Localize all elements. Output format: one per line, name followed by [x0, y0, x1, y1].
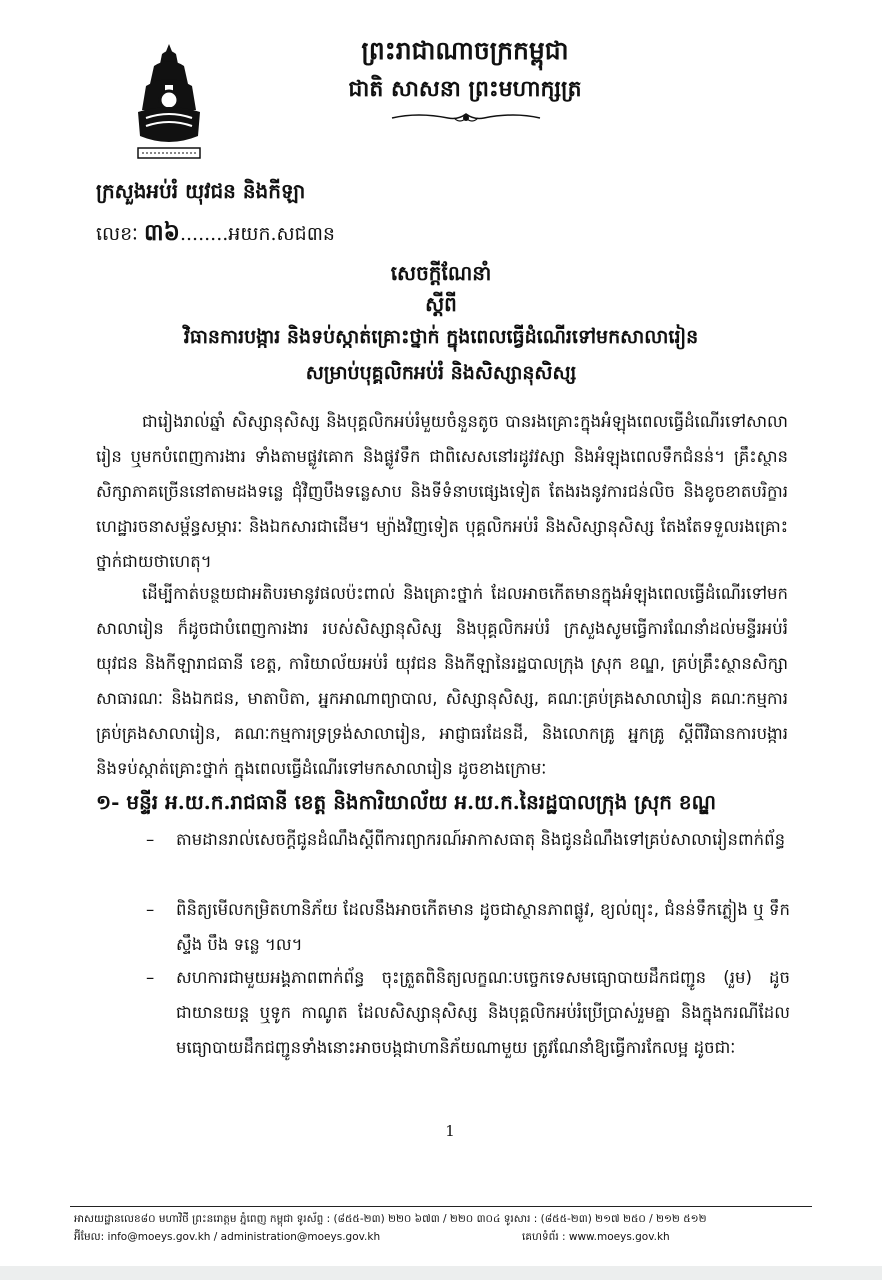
bullet-dash: – — [146, 968, 155, 987]
list-item — [146, 822, 790, 857]
ref-suffix: អយក.សជ៣ន — [228, 223, 335, 245]
title-about: ស្តីពី — [425, 292, 457, 316]
ornament-divider-icon — [388, 108, 544, 128]
ref-prefix: លេខៈ — [96, 223, 138, 245]
bullet-dash: – — [146, 900, 155, 919]
list-item-text: សហការជាមួយអង្គភាពពាក់ព័ន្ធ ចុះត្រួតពិនិត្យលក្ខណៈបច្ចេកទេសមធ្យោបាយដឹកជញ្ជូន (រួម) ដូចជាយានយន្ត ឬទូក កាណូត ដែលសិស្សានុសិស្ស និងបុគ្គលិកអប់រំប្រើប្រាស់រួមគ្នា និងក្នុងករណីដែលមធ្យោបាយដឹកជញ្ជូនទាំងនោះអាចបង្កជាហានិភ័យណាមួយ ត្រូវណែនាំឱ្យធ្វើការកែលម្អ ដូចជាៈ — [176, 968, 790, 1057]
page-number: 1 — [445, 1122, 455, 1140]
footer-email: អ៊ីមែល: info@moeys.gov.kh / administration@moeys.gov.kh — [74, 1231, 381, 1243]
bullet-dash: – — [146, 830, 155, 849]
title-subject-line2: សម្រាប់បុគ្គលិកអប់រំ និងសិស្សានុសិស្ស — [305, 362, 577, 384]
ref-number: ៣៦ — [144, 219, 180, 246]
document-type: សេចក្តីណែនាំ — [390, 261, 492, 285]
list-item — [146, 892, 790, 962]
bottom-margin — [0, 1266, 882, 1280]
footer-address: អាសយដ្ឋានលេខ៨០ មហាវិថី ព្រះនរោត្តម ភ្នំពេញ កម្ពុជា ទូរស័ព្ទ : (៨៥៥-២៣) ២២០ ៦៧៣ / ២២០ ៣០៤ ទូរសារ : (៨៥៥-២៣) ២១៧ ២៥០ / ២១២ ៥១២ — [74, 1213, 707, 1225]
list-item — [146, 960, 790, 1065]
section-heading-1: ១- មន្ទីរ អ.យ.ក.រាជធានី ខេត្ត និងការិយាល័យ អ.យ.ក.នៃរដ្ឋបាលក្រុង ស្រុក ខណ្ឌ — [96, 790, 717, 814]
ref-dots: ........ — [179, 223, 229, 245]
footer-divider — [70, 1206, 812, 1207]
ministry-name: ក្រសួងអប់រំ យុវជន និងកីឡា — [96, 179, 306, 203]
list-item-text: តាមដានរាល់សេចក្តីជូនដំណឹងស្តីពីការព្យាករណ៍អាកាសធាតុ និងជូនដំណឹងទៅគ្រប់សាលារៀនពាក់ព័ន្ធ — [176, 830, 786, 849]
reference-number — [96, 218, 335, 249]
paragraph-purpose: ដើម្បីកាត់បន្ថយជាអតិបរមានូវផលប៉ះពាល់ និងគ្រោះថ្នាក់ ដែលអាចកើតមានក្នុងអំឡុងពេលធ្វើដំណើរទៅមកសាលារៀន ក៏ដូចជាបំពេញការងារ របស់សិស្សានុសិស្ស និងបុគ្គលិកអប់រំ ក្រសួងសូមធ្វើការណែនាំដល់មន្ទីរអប់រំ យុវជន និងកីឡារាជធានី ខេត្ត, ការិយាល័យអប់រំ យុវជន និងកីឡានៃរដ្ឋបាលក្រុង ស្រុក ខណ្ឌ, គ្រប់គ្រឹះស្ថានសិក្សាសាធារណៈ និងឯកជន, មាតាបិតា, អ្នកអាណាព្យាបាល, សិស្សានុសិស្ស, គណៈគ្រប់គ្រងសាលារៀន គណៈកម្មការគ្រប់គ្រងសាលារៀន, គណៈកម្មការទ្រទ្រង់សាលារៀន, អាជ្ញាធរដែនដី, និងលោកគ្រូ អ្នកគ្រូ ស្តីពីវិធានការបង្ការ និងទប់ស្កាត់គ្រោះថ្នាក់ ក្នុងពេលធ្វើដំណើរទៅមកសាលារៀន ដូចខាងក្រោមៈ — [96, 584, 788, 778]
paragraph-intro: ជារៀងរាល់ឆ្នាំ សិស្សានុសិស្ស និងបុគ្គលិកអប់រំមួយចំនួនតូច បានរងគ្រោះក្នុងអំឡុងពេលធ្វើដំណើរទៅសាលារៀន ឬមកបំពេញការងារ ទាំងតាមផ្លូវគោក និងផ្លូវទឹក ជាពិសេសនៅរដូវវស្សា និងអំឡុងពេលទឹកជំនន់។ គ្រឹះស្ថានសិក្សាភាគច្រើននៅតាមដងទន្លេ ជុំវិញបឹងទន្លេសាប និងទីទំនាបផ្សេងទៀត តែងរងនូវការជន់លិច និងខូចខាតបរិក្ខារ ហេដ្ឋារចនាសម្ព័ន្ធសម្ភារៈ និងឯកសារជាដើម។ ម្យ៉ាងវិញទៀត បុគ្គលិកអប់រំ និងសិស្សានុសិស្ស តែងតែទទួលរងគ្រោះថ្នាក់ជាយថាហេតុ។ — [96, 412, 788, 571]
footer-website: គេហទំព័រ : www.moeys.gov.kh — [522, 1231, 670, 1243]
ministry-emblem-icon — [132, 40, 206, 168]
footer-contacts — [74, 1228, 814, 1246]
kingdom-heading: ព្រះរាជាណាចក្រកម្ពុជា — [361, 36, 569, 65]
list-item-text: ពិនិត្យមើលកម្រិតហានិភ័យ ដែលនឹងអាចកើតមាន ដូចជាស្ថានភាពផ្លូវ, ខ្យល់ព្យុះ, ជំនន់ទឹកភ្លៀង ឬ ទឹកស្ទឹង បឹង ទន្លេ ។ល។ — [176, 900, 790, 954]
title-subject-line1: វិធានការបង្ការ និងទប់ស្កាត់គ្រោះថ្នាក់ ក្នុងពេលធ្វើដំណើរទៅមកសាលារៀន — [183, 326, 699, 348]
national-motto: ជាតិ សាសនា ព្រះមហាក្សត្រ — [348, 76, 582, 102]
